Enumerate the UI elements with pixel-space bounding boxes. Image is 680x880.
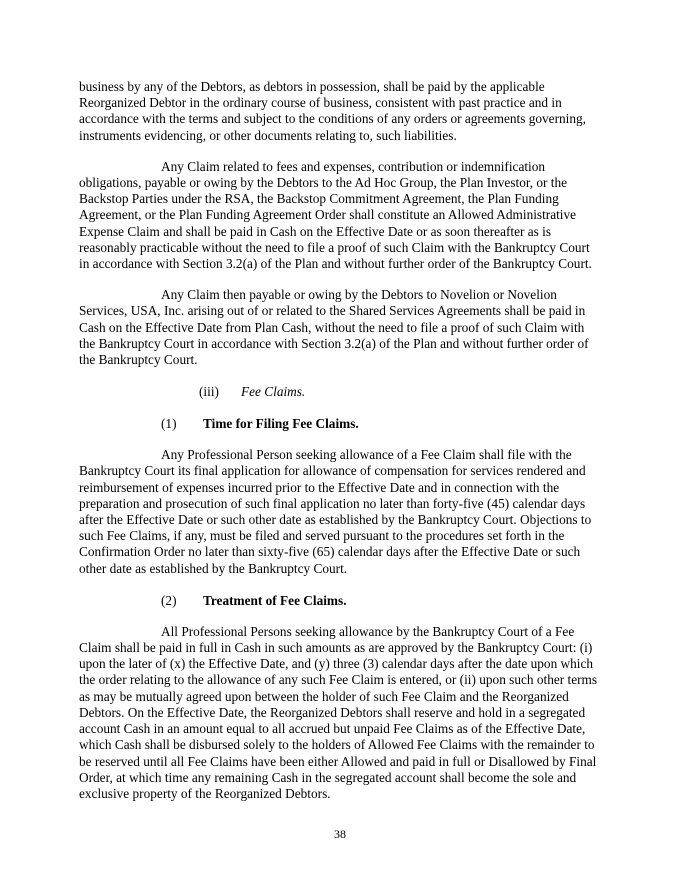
subsection-fee-claims <box>79 384 603 400</box>
subsection-number: (iii) <box>199 384 219 400</box>
paragraph-novelion-claims: Any Claim then payable or owing by the Debtors to Novelion or Novelion Services, USA, Inc. arising out of or related to the Shared Services Agreements shall be paid in Cash on the Effective Date from Plan Cash, without the need to file a proof of such Claim with the Bankruptcy Court in accordance with Section 3.2(a) of the Plan and without further order of the Bankruptcy Court. <box>79 287 589 368</box>
paragraph-filing-fee-claims: Any Professional Person seeking allowance of a Fee Claim shall file with the Bankruptcy Court its final application for allowance of compensation for services rendered and reimbursement of expenses incurred prior to the Effective Date and in connection with the preparation and prosecution of such final application no later than forty-five (45) calendar days after the Effective Date or such other date as established by the Bankruptcy Court. Objections to such Fee Claims, if any, must be filed and served pursuant to the procedures set forth in the Confirmation Order no later than sixty-five (65) calendar days after the Effective Date or such other date as established by the Bankruptcy Court. <box>79 447 592 576</box>
heading-title: Treatment of Fee Claims. <box>203 592 347 608</box>
heading-treatment <box>79 593 603 609</box>
paragraph-continuation: business by any of the Debtors, as debtors in possession, shall be paid by the applicable Reorganized Debtor in the ordinary course of business, consistent with past practice and in accordance with the terms and subject to the conditions of any orders or agreements governing, instruments evidencing, or other documents relating to, such liabilities. <box>79 79 586 143</box>
subsection-title: Fee Claims. <box>241 384 306 400</box>
heading-number: (2) <box>161 592 177 608</box>
paragraph-ad-hoc-group-fees: Any Claim related to fees and expenses, contribution or indemnification obligations, payable or owing by the Debtors to the Ad Hoc Group, the Plan Investor, or the Backstop Parties under the RSA, the Backstop Commitment Agreement, the Plan Funding Agreement, or the Plan Funding Agreement Order shall constitute an Allowed Administrative Expense Claim and shall be paid in Cash on the Effective Date or as soon thereafter as is reasonably practicable without the need to file a proof of such Claim with the Bankruptcy Court in accordance with Section 3.2(a) of the Plan and without further order of the Bankruptcy Court. <box>79 158 592 272</box>
heading-number: (1) <box>161 416 177 432</box>
document-page <box>79 79 603 802</box>
page-number: 38 <box>334 827 346 841</box>
heading-time-for-filing <box>79 416 603 432</box>
paragraph-treatment-fee-claims: All Professional Persons seeking allowance by the Bankruptcy Court of a Fee Claim shall be paid in full in Cash in such amounts as are approved by the Bankruptcy Court: (i) upon the later of (x) the Effective Date, and (y) three (3) calendar days after the date upon which the order relating to the allowance of any such Fee Claim is entered, or (ii) upon such other terms as may be mutually agreed upon between the holder of such Fee Claim and the Reorganized Debtors. On the Effective Date, the Reorganized Debtors shall reserve and hold in a segregated account Cash in an amount equal to all accrued but unpaid Fee Claims as of the Effective Date, which Cash shall be disbursed solely to the holders of Allowed Fee Claims with the remainder to be reserved until all Fee Claims have been either Allowed and paid in full or Disallowed by Final Order, at which time any remaining Cash in the segregated account shall become the sole and exclusive property of the Reorganized Debtors. <box>79 623 598 801</box>
heading-title: Time for Filing Fee Claims. <box>203 416 359 432</box>
